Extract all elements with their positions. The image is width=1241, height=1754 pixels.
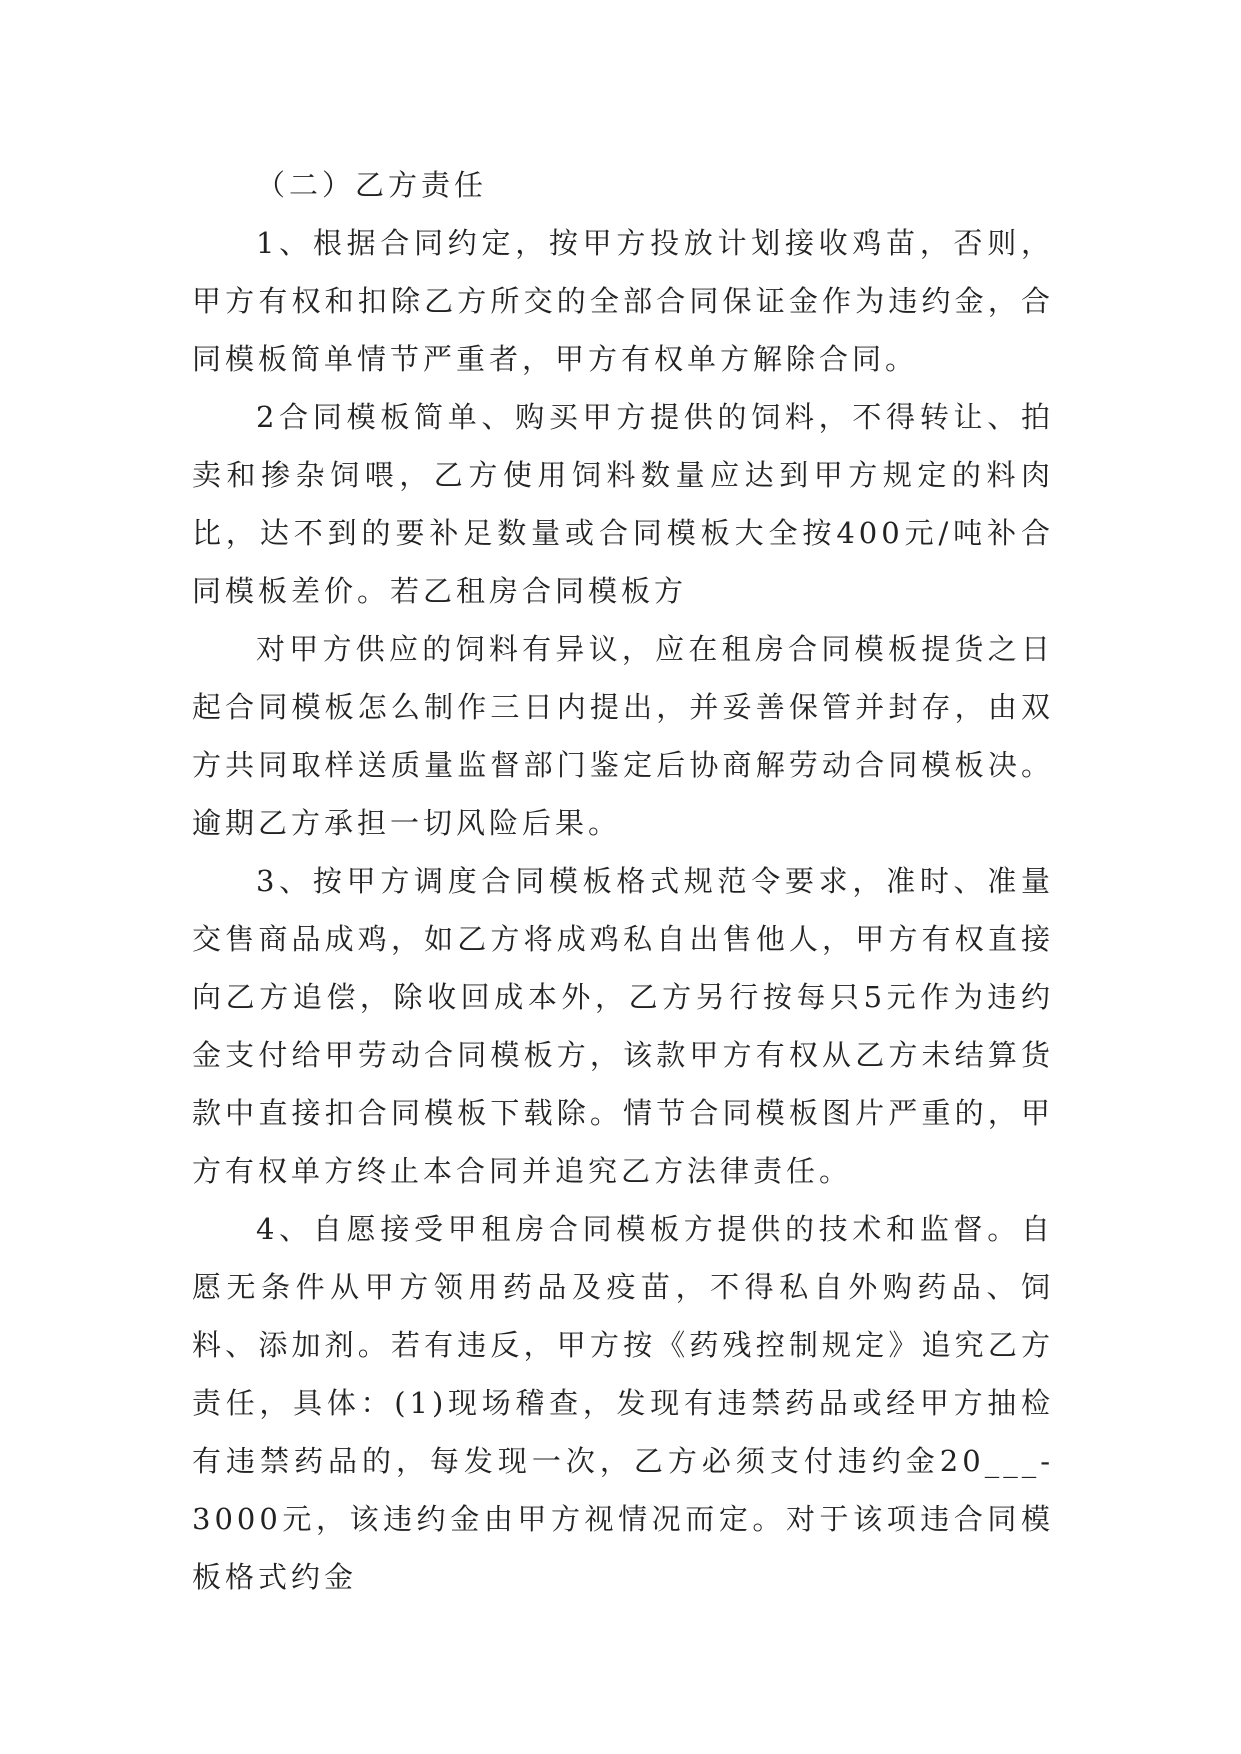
clause-1: 1、根据合同约定，按甲方投放计划接收鸡苗，否则，甲方有权和扣除乙方所交的全部合同保证金作为违约金，合同模板简单情节严重者，甲方有权单方解除合同。	[192, 226, 1054, 376]
section-heading: （二）乙方责任	[256, 168, 488, 202]
clause-4: 4、自愿接受甲租房合同模板方提供的技术和监督。自愿无条件从甲方领用药品及疫苗，不得私自外购药品、饲料、添加剂。若有违反，甲方按《药残控制规定》追究乙方责任，具体：(1)现场稽查，发现有违禁药品或经甲方抽检有违禁药品的，每发现一次，乙方必须支付违约金20___-3000元，该违约金由甲方视情况而定。对于该项违合同模板格式约金	[192, 1212, 1054, 1594]
clause-2-continued: 对甲方供应的饲料有异议，应在租房合同模板提货之日起合同模板怎么制作三日内提出，并妥善保管并封存，由双方共同取样送质量监督部门鉴定后协商解劳动合同模板决。逾期乙方承担一切风险后果。	[192, 632, 1054, 840]
document-body	[192, 156, 1054, 1606]
clause-3: 3、按甲方调度合同模板格式规范令要求，准时、准量交售商品成鸡，如乙方将成鸡私自出售他人，甲方有权直接向乙方追偿，除收回成本外，乙方另行按每只5元作为违约金支付给甲劳动合同模板方，该款甲方有权从乙方未结算货款中直接扣合同模板下载除。情节合同模板图片严重的，甲方有权单方终止本合同并追究乙方法律责任。	[192, 864, 1054, 1188]
clause-2: 2合同模板简单、购买甲方提供的饲料，不得转让、拍卖和掺杂饲喂，乙方使用饲料数量应达到甲方规定的料肉比，达不到的要补足数量或合同模板大全按400元/吨补合同模板差价。若乙租房合同模板方	[192, 400, 1054, 608]
